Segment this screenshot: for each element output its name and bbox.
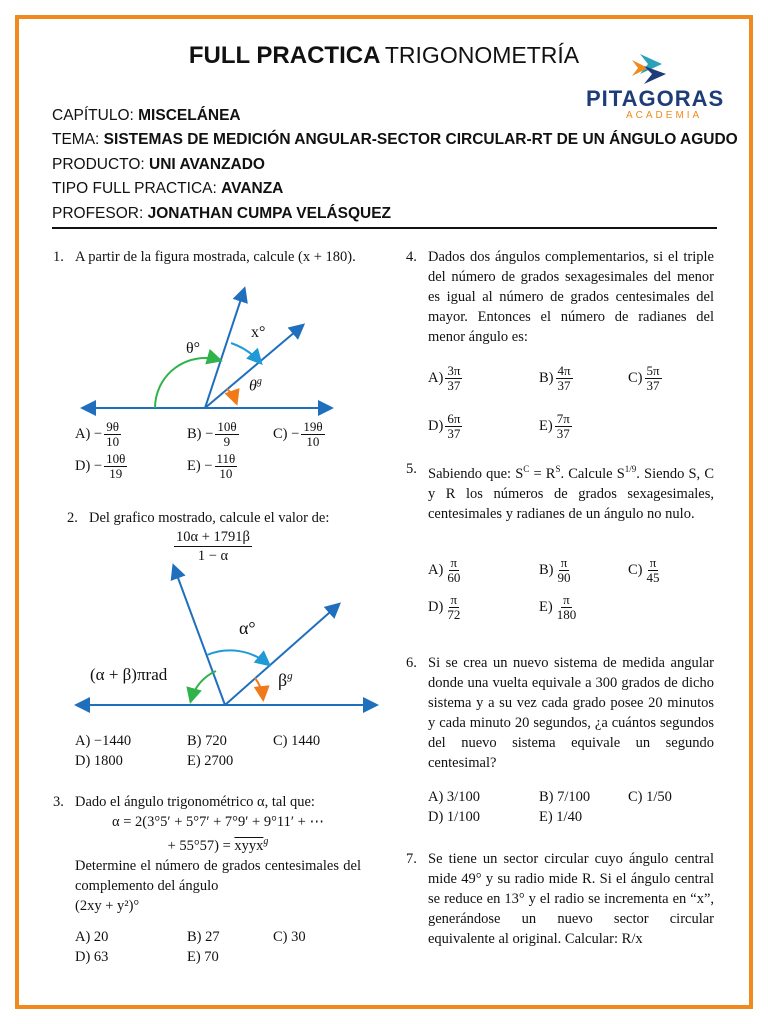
q3-option-a[interactable]: A) 20	[75, 929, 109, 945]
teacher-line: PROFESOR: JONATHAN CUMPA VELÁSQUEZ	[52, 204, 392, 222]
q6-option-e[interactable]: E) 1/40	[539, 809, 583, 825]
q5-option-a[interactable]: A) $\frac{\pi}{60}$	[428, 555, 461, 585]
question-2-text: Del grafico mostrado, calcule el valor de:	[89, 510, 330, 526]
page-title: FULL PRACTICA TRIGONOMETRÍA	[188, 42, 580, 69]
question-3-line-1: Dado el ángulo trigonométrico α, tal que:	[75, 794, 315, 810]
question-3-line-4: Determine el número de grados centesimales del complemento del ángulo	[75, 857, 361, 894]
theta-label: θ°	[186, 340, 201, 357]
question-3: 3. Dado el ángulo trigonométrico α, tal que: α = 2(3°5′ + 5°7′ + 7°9′ + 9°11′ + ⋯ + 55°57) = xyyx$^g$ Determine el número de grados centesimales del complemento del ángulo (2xy + y²)°	[53, 794, 361, 914]
q3-option-e[interactable]: E) 70	[187, 949, 219, 965]
question-4-text: Dados dos ángulos complementarios, si el triple del número de grados sexagesimales del menor es igual al número de grados centesimales del mayor. Entonces el número de radianes del menor ángulo es:	[428, 249, 714, 345]
pitagoras-logo: PITAGORAS ACADEMIA	[582, 52, 742, 124]
q4-option-c[interactable]: C) $\frac{5\pi}{37}$	[628, 363, 660, 393]
q1-option-b[interactable]: B) − $\frac{10\theta}{9}$	[187, 419, 237, 449]
q2-option-c[interactable]: C) 1440	[273, 733, 321, 749]
q1-option-a[interactable]: A) − $\frac{9\theta}{10}$	[75, 419, 120, 449]
topic-line: TEMA: SISTEMAS DE MEDICIÓN ANGULAR-SECTOR CIRCULAR-RT DE UN ÁNGULO AGUDO	[52, 131, 738, 149]
q6-option-d[interactable]: D) 1/100	[428, 809, 480, 825]
q2-option-d[interactable]: D) 1800	[75, 753, 123, 769]
product-line: PRODUCTO: UNI AVANZADO	[52, 155, 265, 173]
q5-option-c[interactable]: C) $\frac{\pi}{45}$	[628, 555, 660, 585]
q6-option-c[interactable]: C) 1/50	[628, 789, 672, 805]
q1-option-d[interactable]: D) − $\frac{10\theta}{19}$	[75, 451, 126, 481]
q4-option-d[interactable]: D) $\frac{6\pi}{37}$	[428, 411, 461, 441]
question-1: 1. A partir de la figura mostrada, calcule (x + 180).	[75, 247, 361, 267]
beta-g-label: $\beta^g$	[278, 670, 293, 690]
q5-option-b[interactable]: B) $\frac{\pi}{90}$	[539, 555, 571, 585]
alpha-label: α°	[239, 618, 256, 638]
question-3-line-3: + 55°57) = xyyx$^g$	[167, 836, 269, 854]
q2-option-a[interactable]: A) −1440	[75, 733, 132, 749]
q6-option-a[interactable]: A) 3/100	[428, 789, 480, 805]
q5-option-e[interactable]: E) $\frac{\pi}{180}$	[539, 592, 577, 622]
question-7-text: Se tiene un sector circular cuyo ángulo central mide 49° y su radio mide R. Si el ángulo central se reduce en 13° y el radio se incrementa en “x”, generándose un nuevo sector circular equivalente al original. Calcular: R/x	[428, 851, 714, 947]
question-6: 6. Si se crea un nuevo sistema de medida angular donde una vuelta equivale a 300 grados de dicho sistema y a su vez cada grado posee 20 minutos y cada minuto 20 segundos, ¿a cuántos segundos del nuevo sistema equivale un segundo centesimal?	[406, 655, 714, 771]
q3-option-c[interactable]: C) 30	[273, 929, 306, 945]
chapter-line: CAPÍTULO: MISCELÁNEA	[52, 107, 241, 124]
q2-option-b[interactable]: B) 720	[187, 733, 227, 749]
question-1-text: A partir de la figura mostrada, calcule (x + 180).	[75, 249, 356, 265]
practice-type-line: TIPO FULL PRACTICA: AVANZA	[52, 180, 284, 198]
question-5-text: Sabiendo que: $S^C = R^S$. Calcule $S^{1/9}$. Siendo S, C y R los números de grados sexagesimales, centesimales y radianes de un ángulo no nulo.	[428, 464, 714, 522]
q4-option-e[interactable]: E) $\frac{7\pi}{37}$	[539, 411, 570, 441]
q1-option-c[interactable]: C) − $\frac{19\theta}{10}$	[273, 419, 323, 449]
question-2: 2. Del grafico mostrado, calcule el valor de:	[89, 508, 379, 528]
question-7: 7. Se tiene un sector circular cuyo ángulo central mide 49° y su radio mide R. Si el ángulo central se reduce en 13° y el radio se incrementa en “x”, generándose un nuevo sector circular equivalente al original. Calcular: R/x	[406, 851, 714, 947]
question-6-text: Si se crea un nuevo sistema de medida angular donde una vuelta equivale a 300 grados de dicho sistema y a su vez cada grado posee 20 minutos y cada minuto 20 segundos, ¿a cuántos segundos del nuevo sistema equivale un segundo centesimal?	[428, 655, 714, 771]
q2-option-e[interactable]: E) 2700	[187, 753, 234, 769]
q6-option-b[interactable]: B) 7/100	[539, 789, 591, 805]
question-2-expression: $\frac{10\alpha + 1791\beta}{1 - \alpha}$	[176, 529, 250, 564]
q5-option-d[interactable]: D) $\frac{\pi}{72}$	[428, 592, 461, 622]
q4-option-a[interactable]: A) $\frac{3\pi}{37}$	[428, 363, 461, 393]
x-label: x°	[251, 324, 266, 341]
q3-option-d[interactable]: D) 63	[75, 949, 109, 965]
question-3-line-2: α = 2(3°5′ + 5°7′ + 7°9′ + 9°11′ + ⋯	[112, 814, 324, 830]
q3-option-b[interactable]: B) 27	[187, 929, 220, 945]
question-5: 5. Sabiendo que: $S^C = R^S$. Calcule $S^{1/9}$. Siendo S, C y R los números de grados sexagesimales, centesimales y radianes de un ángulo no nulo.	[406, 461, 714, 522]
question-3-line-5: (2xy + y²)°	[75, 897, 140, 914]
alpha-beta-label: (α + β)πrad	[90, 665, 168, 684]
q1-option-e[interactable]: E) − $\frac{11\theta}{10}$	[187, 451, 236, 481]
question-4: 4. Dados dos ángulos complementarios, si el triple del número de grados sexagesimales del menor es igual al número de grados centesimales del mayor. Entonces el número de radianes del menor ángulo es:	[406, 249, 714, 345]
theta-g-label: $\theta^g$	[249, 376, 262, 395]
q4-option-b[interactable]: B) $\frac{4\pi}{37}$	[539, 363, 571, 393]
